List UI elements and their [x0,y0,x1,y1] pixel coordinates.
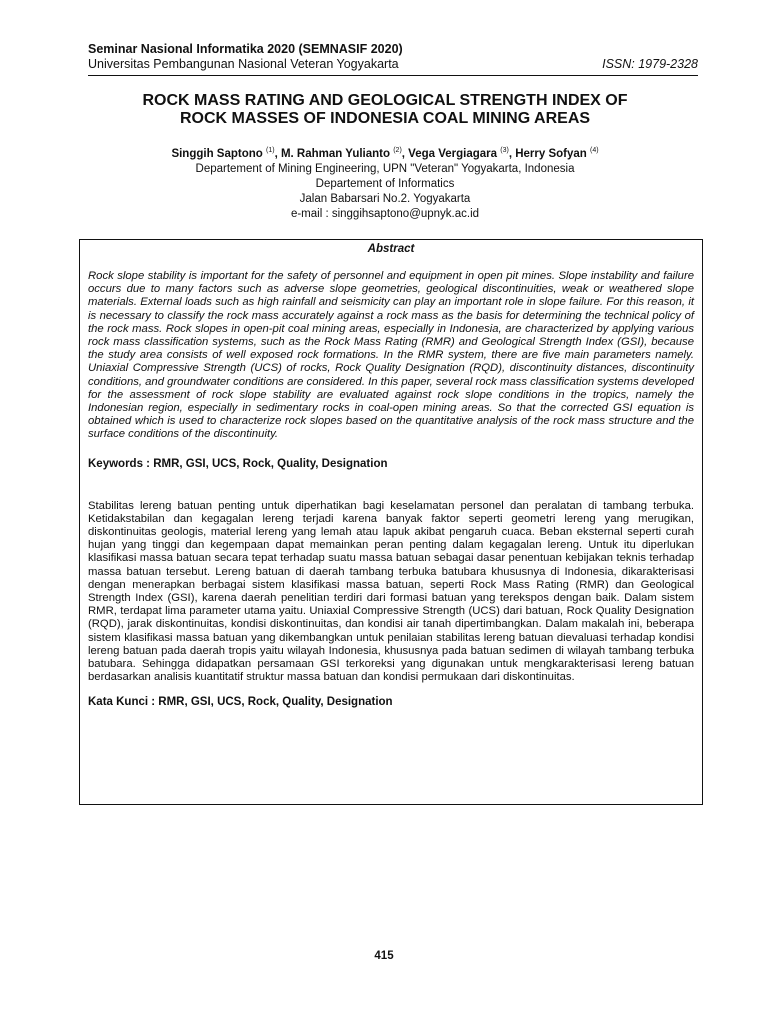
author-name: Herry Sofyan [515,147,587,160]
kata-kunci-line: Kata Kunci : RMR, GSI, UCS, Rock, Quality, Designation [88,696,393,709]
author-name: Vega Vergiagara [408,147,498,160]
author-superscript: (4) [590,147,599,154]
affiliation-dept-1: Departement of Mining Engineering, UPN "Veteran" Yogyakarta, Indonesia [195,162,575,175]
author-list [60,143,710,162]
keywords-label: Keywords : [88,457,150,470]
abstract-box [79,239,703,805]
author-superscript: (2) [393,147,402,154]
page-number: 415 [374,950,394,962]
header-rule [88,75,698,76]
author-separator: , [508,147,516,160]
author-superscript: (3) [500,147,509,154]
abstrak-text: Stabilitas lereng batuan penting untuk diperhatikan bagi keselamatan personel dan peralatan di tambang terbuka. Ketidakstabilan dan kegagalan lereng terjadi karena banyak faktor seperti geometri lereng yang merugikan, diskontinuitas geologis, material lereng yang lemah atau lapuk akibat pengaruh cuaca. Beban eksternal seperti curah hujan yang tinggi dan kegempaan dapat memainkan peran penting dalam kegagalan lereng. Untuk itu diperlukan klasifikasi massa batuan secara tepat terhadap suatu massa batuan sebagai dasar penentuan kebijakan teknis terhadap massa batuan tersebut. Lereng batuan di daerah tambang terbuka batubara khususnya di Indonesia, dikarakterisasi dengan menerapkan berbagai sistem klasifikasi massa batuan, seperti Rock Mass Rating (RMR) dan Geological Strength Index (GSI), karena daerah penelitian terdiri dari formasi batuan yang terekspos dengan baik. Dalam sistem RMR, terdapat lima parameter utama yaitu. Uniaxial Compressive Strength (UCS) dari batuan, Rock Quality Designation (RQD), jarak diskontinuitas, kondisi diskontinuitas, dan kondisi air tanah dipertimbangkan. Dalam makalah ini, beberapa sistem klasifikasi massa batuan yang dikembangkan untuk penilaian stabilitas lereng batuan dievaluasi terhadap kondisi lereng batuan pada daerah tropis yaitu wilayah Indonesia, khususnya pada batuan sedimen di wilayah tambang terbuka batubara. Sehingga didapatkan persamaan GSI terkoreksi yang digunakan untuk mengkarakterisasi lereng batuan berdasarkan analisis kuantitatif struktur massa batuan dan kondisi permukaan dari diskontinuitas. [88,499,694,684]
keywords-line [88,458,694,470]
title-line-2: ROCK MASSES OF INDONESIA COAL MINING AREAS [179,110,591,127]
author-email: e-mail : singgihsaptono@upnyk.ac.id [290,207,480,220]
author-name: Singgih Saptono [171,147,263,160]
author-separator: , [274,147,281,160]
author-name: M. Rahman Yulianto [280,147,391,160]
abstract-text: Rock slope stability is important for the safety of personnel and equipment in open pit mines. Slope instability and failure occurs due to many factors such as adverse slope geometries, geological discontinuities, weak or weathered slope materials. External loads such as high rainfall and seismicity can play an important role in slope failure. For this reason, it is necessary to classify the rock mass accurately against a rock mass as the basis for determining the technical policy of the rock mass. Rock slopes in open-pit coal mining areas, especially in Indonesia, are characterized by applying various rock mass classification systems, such as the Rock Mass Rating (RMR) and Geological Strength Index (GSI), because the study area consists of well exposed rock formations. In the RMR system, there are five main parameters namely. Uniaxial Compressive Strength (UCS) of rocks, Rock Quality Designation (RQD), discontinuity distances, discontinuity conditions, and groundwater conditions are considered. In this paper, several rock mass classification systems developed for the assessment of rock slope stability are evaluated against rock slope conditions in the tropics, namely the Indonesian region, especially in sedimentary rocks in coal-open mining areas. So that the corrected GSI equation is obtained which is used to characterize rock slopes based on the quantitative analysis of the rock mass structure and the surface conditions of the discontinuity. [88,270,694,441]
author-block [60,143,710,222]
title-line-1: ROCK MASS RATING AND GEOLOGICAL STRENGTH INDEX OF [142,92,628,109]
affiliation-dept-2: Departement of Informatics [315,177,455,190]
abstract-heading: Abstract [367,243,415,255]
paper-title [60,92,710,128]
university-name: Universitas Pembangunan Nasional Veteran Yogyakarta [88,57,399,71]
author-superscript: (1) [266,147,275,154]
keywords-values: RMR, GSI, UCS, Rock, Quality, Designation [153,457,388,470]
header-row [88,57,698,72]
affiliation-address: Jalan Babarsari No.2. Yogyakarta [299,192,471,205]
running-header [88,42,698,76]
issn: ISSN: 1979-2328 [602,57,698,71]
conference-name: Seminar Nasional Informatika 2020 (SEMNASIF 2020) [88,42,403,56]
author-separator: , [401,147,409,160]
